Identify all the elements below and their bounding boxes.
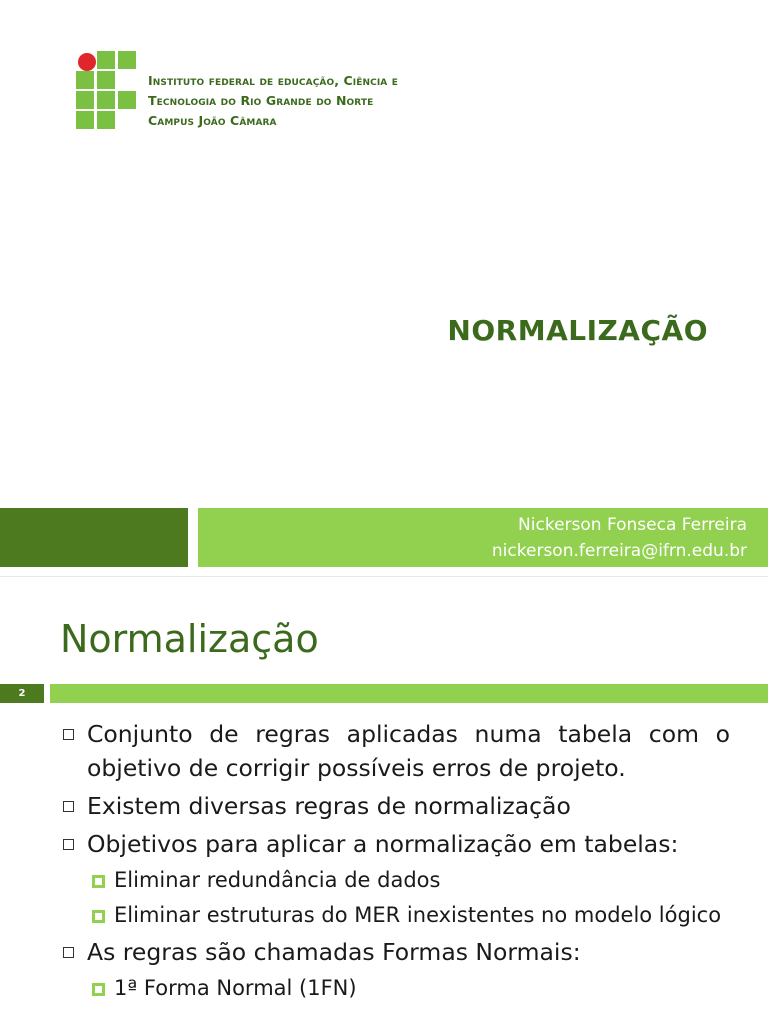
- header-bar: [50, 684, 768, 703]
- green-square-bullet-icon: [92, 875, 105, 888]
- hollow-square-bullet-icon: [63, 839, 74, 850]
- author-email: nickerson.ferreira@ifrn.edu.br: [491, 541, 747, 561]
- bullet-text: Objetivos para aplicar a normalização em tabelas:: [87, 830, 679, 858]
- list-item: [60, 935, 730, 969]
- logo-square: [97, 91, 115, 109]
- logo-square: [118, 51, 136, 69]
- institution-line: Instituto federal de educação, Ciência e: [148, 73, 399, 88]
- logo-square: [97, 111, 115, 129]
- list-item: [60, 827, 730, 861]
- logo-square: [97, 71, 115, 89]
- sub-bullet-text: Eliminar estruturas do MER inexistentes no modelo lógico: [114, 903, 722, 927]
- list-item: [60, 717, 730, 785]
- author-block: [492, 512, 747, 564]
- sub-list-item: [92, 865, 730, 896]
- logo-red-dot: [78, 53, 96, 71]
- logo-square: [97, 51, 115, 69]
- slide-number: 2: [0, 684, 44, 703]
- footer-bar-dark: [0, 508, 188, 567]
- sub-list-item: [92, 973, 730, 1004]
- logo-square: [76, 91, 94, 109]
- bullet-text: Conjunto de regras aplicadas numa tabela com o objetivo de corrigir possíveis erros de projeto.: [87, 720, 730, 782]
- list-item: [60, 789, 730, 823]
- presentation-title: NORMALIZAÇÃO: [447, 314, 708, 347]
- hollow-square-bullet-icon: [63, 801, 74, 812]
- author-name: Nickerson Fonseca Ferreira: [518, 515, 747, 535]
- institution-name: [148, 71, 398, 131]
- green-square-bullet-icon: [92, 910, 105, 923]
- logo-square: [76, 111, 94, 129]
- slide-title: Normalização: [60, 617, 319, 661]
- content-slide: [0, 576, 768, 1024]
- green-square-bullet-icon: [92, 983, 105, 996]
- hollow-square-bullet-icon: [63, 729, 74, 740]
- logo-square: [118, 91, 136, 109]
- sub-bullet-text: Eliminar redundância de dados: [114, 868, 441, 892]
- institution-line: Tecnologia do Rio Grande do Norte: [148, 93, 374, 108]
- sub-list-item: [92, 900, 730, 931]
- bullet-text: Existem diversas regras de normalização: [87, 792, 571, 820]
- ifrn-logo: [76, 51, 136, 129]
- bullet-list: [60, 717, 730, 1008]
- institution-line: Campus João Câmara: [148, 113, 277, 128]
- bullet-text: As regras são chamadas Formas Normais:: [87, 938, 581, 966]
- logo-square: [76, 71, 94, 89]
- sub-bullet-text: 1ª Forma Normal (1FN): [114, 976, 357, 1000]
- hollow-square-bullet-icon: [63, 947, 74, 958]
